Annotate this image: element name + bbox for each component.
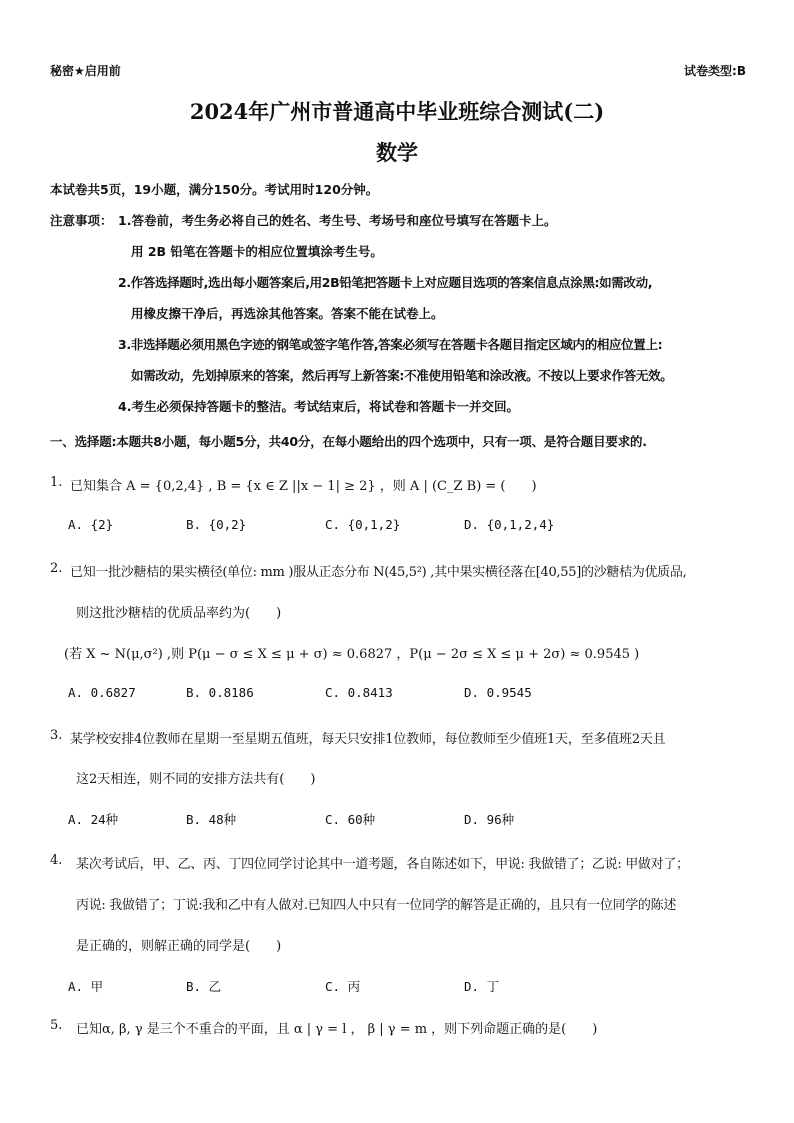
q3-option-b: B. 48种 (186, 812, 237, 827)
q3-option-d: D. 96种 (464, 812, 515, 827)
notice-label: 注意事项： (50, 213, 113, 228)
q1-option-d: D. {0,1,2,4} (464, 517, 555, 532)
confidential-label: 秘密★启用前 (50, 64, 121, 78)
q2-number: 2. (50, 561, 63, 576)
q2-option-a: A. 0.6827 (68, 685, 136, 700)
q5-number: 5. (50, 1018, 63, 1033)
q4-option-c: C. 丙 (325, 979, 361, 994)
q2-option-d: D. 0.9545 (464, 685, 532, 700)
q4-line-1: 某次考试后，甲、乙、丙、丁四位同学讨论其中一道考题，各自陈述如下，甲说: 我做错了；乙说: 甲做对了； (76, 857, 689, 872)
notice-line-6: 如需改动，先划掉原来的答案，然后再写上新答案:不准使用铅笔和涂改液。不按以上要求作答无效。 (131, 368, 673, 383)
q2-line-1: 已知一批沙糖桔的果实横径(单位: mm )服从正态分布 N(45,5²) ,其中果实横径落在[40,55]的沙糖桔为优质品, (70, 565, 687, 580)
paper-type-label: 试卷类型:B (684, 64, 746, 78)
subject-title: 数学 (376, 140, 418, 165)
q2-line-3: (若 X ~ N(μ,σ²) ,则 P(μ − σ ≤ X ≤ μ + σ) ≈ 0.6827 ，P(μ − 2σ ≤ X ≤ μ + 2σ) ≈ 0.9545 ) (64, 647, 640, 662)
q1-option-a: A. {2} (68, 517, 114, 532)
q1-text: 已知集合 A = {0,2,4} , B = {x ∈ Z ||x − 1| ≥ 2} ，则 A | (C_Z B) = ( ) (70, 479, 537, 494)
q4-number: 4. (50, 853, 63, 868)
q1-number: 1. (50, 475, 63, 490)
notice-line-7: 4.考生必须保持答题卡的整洁。考试结束后，将试卷和答题卡一并交回。 (118, 399, 519, 414)
q1-option-b: B. {0,2} (186, 517, 247, 532)
q1-option-c: C. {0,1,2} (325, 517, 401, 532)
q4-line-2: 丙说: 我做错了；丁说:我和乙中有人做对.已知四人中只有一位同学的解答是正确的，且只有一位同学的陈述 (76, 898, 677, 913)
q4-option-b: B. 乙 (186, 979, 222, 994)
q3-number: 3. (50, 728, 63, 743)
q3-line-2: 这2天相连，则不同的安排方法共有( ) (76, 772, 316, 787)
q3-option-c: C. 60种 (325, 812, 376, 827)
q2-option-c: C. 0.8413 (325, 685, 393, 700)
q3-option-a: A. 24种 (68, 812, 119, 827)
notice-line-1: 1.答卷前，考生务必将自己的姓名、考生号、考场号和座位号填写在答题卡上。 (118, 213, 557, 228)
q4-option-a: A. 甲 (68, 979, 104, 994)
q2-line-2: 则这批沙糖桔的优质品率约为( ) (76, 606, 282, 621)
section-heading-choice: 一、选择题:本题共8小题，每小题5分，共40分，在每小题给出的四个选项中，只有一项、是符合题目要求的. (50, 434, 647, 449)
q5-line-1: 已知α, β, γ 是三个不重合的平面，且 α | γ = l ， β | γ = m ，则下列命题正确的是( ) (76, 1022, 598, 1037)
notice-line-4: 用橡皮擦干净后，再选涂其他答案。答案不能在试卷上。 (131, 306, 444, 321)
notice-line-3: 2.作答选择题时,选出每小题答案后,用2B铅笔把答题卡上对应题目选项的答案信息点涂黑:如需改动, (118, 275, 653, 290)
exam-title: 2024年广州市普通高中毕业班综合测试(二) (189, 99, 605, 124)
q4-option-d: D. 丁 (464, 979, 500, 994)
q2-option-b: B. 0.8186 (186, 685, 254, 700)
notice-line-5: 3.非选择题必须用黑色字迹的钢笔或签字笔作答,答案必须写在答题卡各题目指定区域内的相应位置上: (118, 337, 663, 352)
q4-line-3: 是正确的，则解正确的同学是( ) (76, 939, 282, 954)
exam-intro: 本试卷共5页，19小题，满分150分。考试用时120分钟。 (50, 182, 379, 197)
q3-line-1: 某学校安排4位教师在星期一至星期五值班，每天只安排1位教师，每位教师至少值班1天，至多值班2天且 (70, 732, 666, 747)
notice-line-2: 用 2B 铅笔在答题卡的相应位置填涂考生号。 (131, 244, 383, 259)
